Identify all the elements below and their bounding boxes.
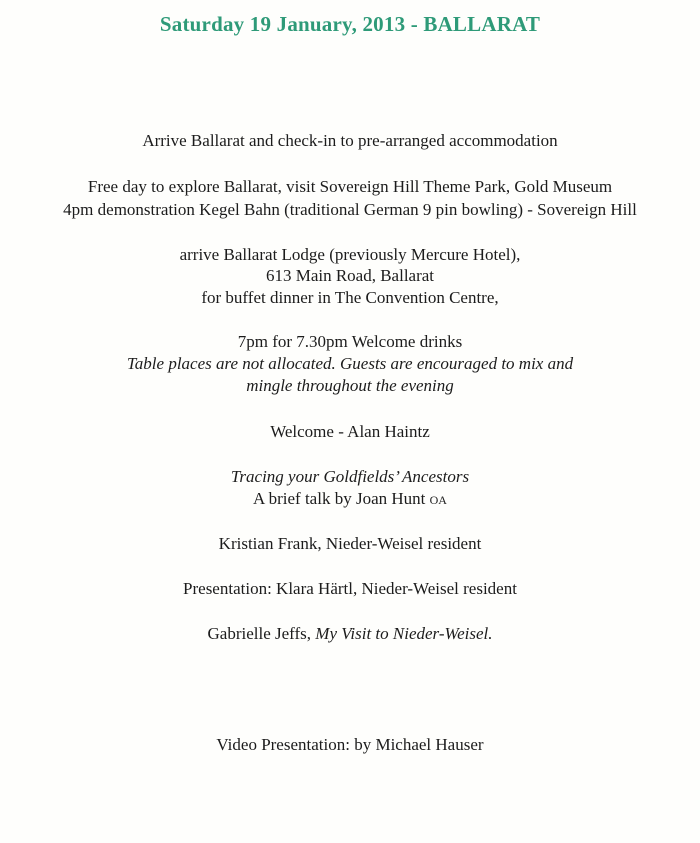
gabrielle-title: My Visit to Nieder-Weisel. <box>315 624 493 643</box>
gabrielle-line <box>0 623 700 645</box>
talk-by-text: A brief talk by Joan Hunt <box>253 489 430 508</box>
kristian-line: Kristian Frank, Nieder-Weisel resident <box>218 534 482 553</box>
klara-line: Presentation: Klara Härtl, Nieder-Weisel resident <box>183 579 517 598</box>
talk-by-suffix: OA <box>429 493 447 507</box>
table-note-line-2: mingle throughout the evening <box>246 376 454 395</box>
demonstration-line: 4pm demonstration Kegel Bahn (traditional German 9 pin bowling) - Sovereign Hill <box>63 200 637 219</box>
table-note-line-1: Table places are not allocated. Guests are encouraged to mix and <box>126 354 574 373</box>
drinks-line: 7pm for 7.30pm Welcome drinks <box>237 332 463 351</box>
talk-title: Tracing your Goldfields’ Ancestors <box>230 467 470 486</box>
welcome-line: Welcome - Alan Haintz <box>270 422 430 441</box>
gabrielle-name: Gabrielle Jeffs, <box>207 624 316 643</box>
lodge-line: arrive Ballarat Lodge (previously Mercure Hotel), <box>179 245 521 264</box>
free-day-line: Free day to explore Ballarat, visit Sovereign Hill Theme Park, Gold Museum <box>87 177 613 196</box>
talk-by-line <box>0 488 700 511</box>
video-line: Video Presentation: by Michael Hauser <box>216 735 484 754</box>
arrive-line: Arrive Ballarat and check-in to pre-arranged accommodation <box>142 131 558 150</box>
address-line: 613 Main Road, Ballarat <box>265 266 435 285</box>
buffet-line: for buffet dinner in The Convention Centre, <box>201 288 499 307</box>
page-title: Saturday 19 January, 2013 - BALLARAT <box>159 12 541 36</box>
